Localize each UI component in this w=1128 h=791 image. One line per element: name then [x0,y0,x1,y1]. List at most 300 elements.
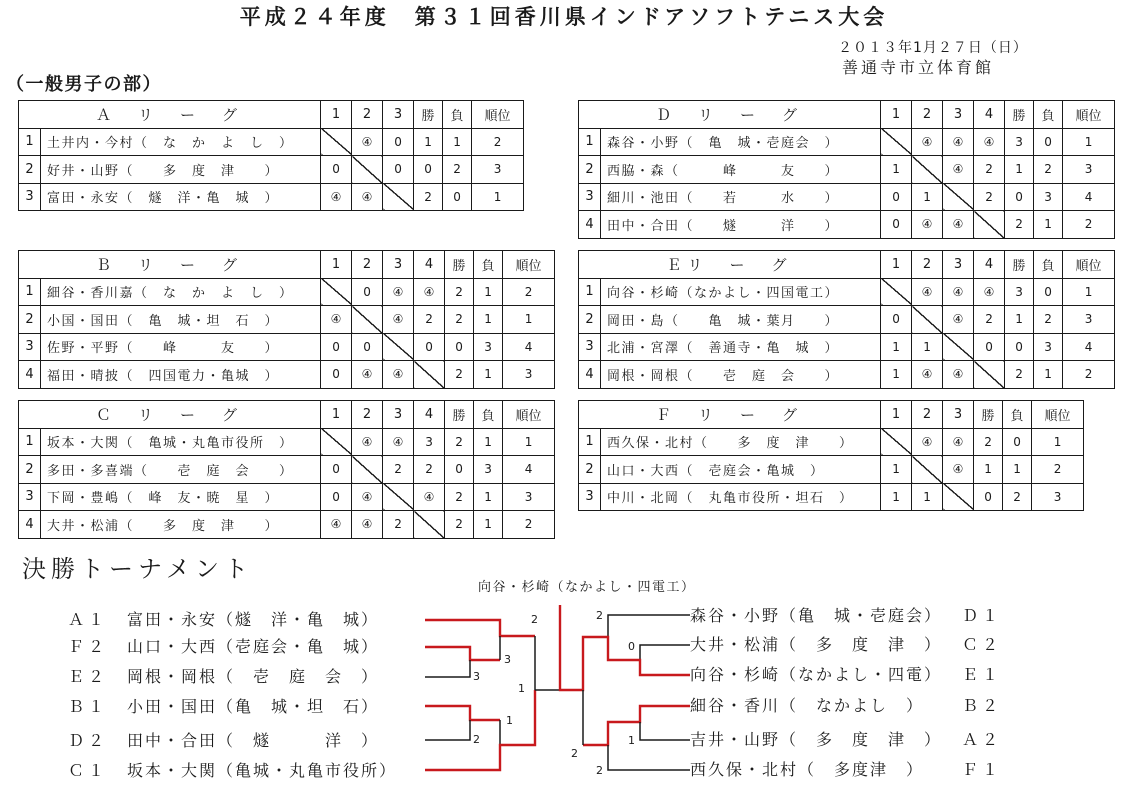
pair-name: 西久保・北村（ 多 度 津 ） [601,428,881,456]
diagonal-cell [321,428,352,456]
wins-cell: 0 [445,456,474,484]
opponent-col-header: 2 [912,401,943,429]
event-date: ２０１３年1月２７日（日） [838,40,1028,56]
entry-seed: Ｃ１ [68,761,109,780]
bracket-line-f1 [608,745,690,770]
losses-cell: 0 [443,183,472,211]
match-result-cell: ④ [414,483,445,511]
match-result-cell: 2 [383,456,414,484]
row-number: 1 [579,428,601,456]
entry-name: 田中・合田（ 燧 洋 ） [127,731,380,750]
match-result-cell: ④ [352,511,383,539]
diagonal-cell [321,278,352,306]
pair-name: 好井・山野（ 多 度 津 ） [41,156,321,184]
wins-header: 勝 [974,401,1003,429]
diagonal-cell [943,333,974,361]
rank-cell: 4 [1063,333,1115,361]
pair-name: 富田・永安（ 燧 洋・亀 城 ） [41,183,321,211]
match-result-cell: 3 [414,428,445,456]
match-score: 1 [518,682,525,695]
match-result-cell: ④ [974,128,1005,156]
bracket-line-a2 [640,722,690,740]
match-result-cell: ④ [383,278,414,306]
match-result-cell: 1 [881,456,912,484]
row-number: 2 [579,306,601,334]
match-result-cell: 2 [414,456,445,484]
league-row [19,483,555,511]
losses-header: 負 [1034,101,1063,129]
league-row [19,306,555,334]
league-a-table [18,100,524,211]
match-result-cell: 0 [321,156,352,184]
losses-cell: 2 [1003,483,1032,511]
opponent-col-header: 2 [352,251,383,279]
league-row [579,483,1084,511]
rank-cell: 3 [503,483,555,511]
league-b-table [18,250,555,389]
league-c-table [18,400,555,539]
opponent-col-header: 3 [383,251,414,279]
losses-cell: 1 [474,361,503,389]
league-row [579,428,1084,456]
match-result-cell: 2 [974,183,1005,211]
row-number: 3 [19,483,41,511]
opponent-col-header: 4 [974,101,1005,129]
row-number: 4 [19,361,41,389]
losses-cell: 3 [474,456,503,484]
match-result-cell: ④ [912,128,943,156]
league-row [19,278,555,306]
diagonal-cell [383,333,414,361]
row-number: 3 [19,333,41,361]
match-result-cell: 0 [352,278,383,306]
losses-cell: 0 [1034,128,1063,156]
match-result-cell: ④ [352,428,383,456]
match-result-cell: ④ [352,483,383,511]
diagonal-cell [943,183,974,211]
league-row [579,456,1084,484]
match-result-cell: ④ [974,278,1005,306]
wins-cell: 3 [1005,278,1034,306]
opponent-col-header: 3 [943,401,974,429]
match-result-cell: 0 [321,456,352,484]
entry-seed: Ａ１ [68,610,109,629]
match-result-cell: ④ [383,361,414,389]
rank-cell: 1 [503,428,555,456]
match-result-cell: ④ [912,428,943,456]
pair-name: 北浦・宮澤（ 善通寺・亀 城 ） [601,333,881,361]
wins-cell: 1 [414,128,443,156]
entry-name: 小田・国田（亀 城・坦 石） [127,697,380,716]
rank-header: 順位 [472,101,524,129]
losses-cell: 1 [1034,361,1063,389]
row-number: 2 [19,456,41,484]
diagonal-cell [943,483,974,511]
entry-seed: Ａ２ [962,730,1003,749]
bracket-line-b2 [583,706,690,745]
opponent-col-header: 3 [943,101,974,129]
pair-name: 細川・池田（ 若 水 ） [601,183,881,211]
match-result-cell: 2 [974,156,1005,184]
match-result-cell: ④ [943,211,974,239]
entry-seed: Ｂ１ [68,697,109,716]
entry-name: 細谷・香川（ なかよし ） [690,696,925,715]
match-result-cell: 0 [881,306,912,334]
league-header-row [19,251,555,279]
wins-cell: 2 [445,306,474,334]
losses-cell: 3 [1034,333,1063,361]
bracket-line-e2 [425,660,470,677]
match-result-cell: ④ [321,511,352,539]
match-result-cell: ④ [943,278,974,306]
pair-name: 多田・多喜端（ 壱 庭 会 ） [41,456,321,484]
losses-header: 負 [1034,251,1063,279]
row-number: 2 [579,156,601,184]
match-result-cell: ④ [414,278,445,306]
opponent-col-header: 1 [881,251,912,279]
diagonal-cell [912,456,943,484]
match-result-cell: ④ [943,128,974,156]
match-result-cell: 0 [974,333,1005,361]
rank-cell: 2 [472,128,524,156]
match-result-cell: 1 [881,156,912,184]
match-result-cell: 0 [321,483,352,511]
pair-name: 田中・合田（ 燧 洋 ） [601,211,881,239]
opponent-col-header: 1 [321,251,352,279]
diagonal-cell [321,128,352,156]
pair-name: 向谷・杉崎（なかよし・四国電工） [601,278,881,306]
league-row [19,456,555,484]
match-result-cell: 1 [881,361,912,389]
diagonal-cell [352,456,383,484]
opponent-col-header: 3 [383,101,414,129]
league-title: Ａ リ ー グ [19,101,321,129]
row-number: 3 [579,333,601,361]
diagonal-cell [414,511,445,539]
league-row [579,278,1115,306]
entry-seed: Ｅ２ [68,667,109,686]
wins-header: 勝 [1005,101,1034,129]
division-label: （一般男子の部） [6,74,162,95]
bracket-line-c2 [640,645,690,660]
league-row [579,306,1115,334]
match-score: 2 [596,609,603,622]
wins-header: 勝 [1005,251,1034,279]
entry-seed: Ｃ２ [962,635,1003,654]
entry-seed: Ｆ１ [962,760,1003,779]
opponent-col-header: 1 [321,401,352,429]
wins-cell: 2 [1005,361,1034,389]
wins-cell: 1 [1005,306,1034,334]
losses-cell: 1 [474,278,503,306]
bracket-line-a1 [425,620,535,636]
opponent-col-header: 2 [352,101,383,129]
match-result-cell: 0 [383,128,414,156]
document-title: 平成２４年度 第３１回香川県インドアソフトテニス大会 [239,5,889,29]
match-score: 3 [473,670,480,683]
league-header-row [579,251,1115,279]
diagonal-cell [352,306,383,334]
match-result-cell: ④ [321,183,352,211]
rank-cell: 2 [1063,361,1115,389]
row-number: 4 [19,511,41,539]
league-header-row [579,401,1084,429]
league-row [579,156,1115,184]
rank-cell: 1 [503,306,555,334]
rank-cell: 1 [1063,128,1115,156]
rank-cell: 1 [1032,428,1084,456]
league-row [579,183,1115,211]
losses-header: 負 [474,251,503,279]
entry-name: 森谷・小野（亀 城・壱庭会） [690,606,943,625]
rank-header: 順位 [1063,251,1115,279]
league-row [19,156,524,184]
pair-name: 森谷・小野（ 亀 城・壱庭会 ） [601,128,881,156]
opponent-col-header: 4 [974,251,1005,279]
match-result-cell: ④ [943,156,974,184]
league-row [19,183,524,211]
match-score: 2 [473,733,480,746]
entry-seed: Ｄ２ [68,731,109,750]
opponent-col-header: 3 [383,401,414,429]
match-result-cell: ④ [352,361,383,389]
opponent-col-header: 1 [881,101,912,129]
losses-cell: 1 [474,306,503,334]
losses-header: 負 [1003,401,1032,429]
row-number: 2 [19,156,41,184]
rank-cell: 4 [503,333,555,361]
rank-cell: 2 [503,278,555,306]
rank-cell: 4 [503,456,555,484]
diagonal-cell [974,211,1005,239]
match-result-cell: 0 [321,333,352,361]
match-result-cell: 1 [912,333,943,361]
league-title: Ｄ リ ー グ [579,101,881,129]
match-result-cell: 2 [974,306,1005,334]
entry-seed: Ｂ２ [962,696,1003,715]
pair-name: 山口・大西（ 壱庭会・亀城 ） [601,456,881,484]
diagonal-cell [383,483,414,511]
match-result-cell: 0 [414,333,445,361]
pair-name: 大井・松浦（ 多 度 津 ） [41,511,321,539]
wins-cell: 0 [445,333,474,361]
row-number: 1 [579,128,601,156]
row-number: 1 [19,128,41,156]
losses-cell: 2 [1034,306,1063,334]
bracket-line-d2 [425,720,470,740]
wins-cell: 2 [445,483,474,511]
pair-name: 佐野・平野（ 峰 友 ） [41,333,321,361]
league-d-table [578,100,1115,239]
league-row [19,361,555,389]
bracket-line-d1 [608,615,690,637]
losses-cell: 1 [474,483,503,511]
match-result-cell: ④ [352,128,383,156]
match-result-cell: 2 [383,511,414,539]
match-score: 1 [506,714,513,727]
match-score: 2 [531,613,538,626]
pair-name: 土井内・今村（ な か よ し ） [41,128,321,156]
match-score: 2 [596,764,603,777]
losses-cell: 1 [1003,456,1032,484]
league-row [19,333,555,361]
match-score: 0 [628,640,635,653]
champion-label: 向谷・杉崎（なかよし・四電工） [478,580,696,595]
match-result-cell: ④ [912,211,943,239]
wins-header: 勝 [414,101,443,129]
league-f-table [578,400,1084,511]
bracket-line-b1 [425,706,500,720]
wins-cell: 0 [1005,183,1034,211]
match-result-cell: ④ [912,278,943,306]
rank-cell: 2 [1063,211,1115,239]
rank-header: 順位 [1063,101,1115,129]
rank-header: 順位 [503,401,555,429]
entry-seed: Ｄ１ [962,606,1003,625]
row-number: 3 [579,483,601,511]
opponent-col-header: 4 [414,401,445,429]
match-result-cell: 0 [321,361,352,389]
match-result-cell: 1 [881,333,912,361]
losses-cell: 2 [443,156,472,184]
losses-cell: 1 [474,428,503,456]
entry-name: 大井・松浦（ 多 度 津 ） [690,635,943,654]
diagonal-cell [414,361,445,389]
diagonal-cell [974,361,1005,389]
league-row [19,428,555,456]
entry-name: 坂本・大関（亀城・丸亀市役所） [127,761,398,780]
losses-cell: 1 [443,128,472,156]
match-result-cell: 0 [352,333,383,361]
opponent-col-header: 2 [352,401,383,429]
wins-cell: 1 [1005,156,1034,184]
pair-name: 下岡・豊嶋（ 峰 友・暁 星 ） [41,483,321,511]
losses-cell: 0 [1003,428,1032,456]
row-number: 1 [19,428,41,456]
rank-cell: 3 [472,156,524,184]
wins-header: 勝 [445,251,474,279]
opponent-col-header: 1 [321,101,352,129]
diagonal-cell [881,278,912,306]
match-result-cell: 1 [912,183,943,211]
row-number: 2 [579,456,601,484]
tournament-heading: 決勝トーナメント [22,555,254,583]
match-score: 2 [571,747,578,760]
row-number: 3 [19,183,41,211]
opponent-col-header: 3 [943,251,974,279]
row-number: 1 [19,278,41,306]
wins-cell: 2 [445,511,474,539]
match-score: 3 [504,653,511,666]
wins-cell: 0 [1005,333,1034,361]
league-e-table [578,250,1115,389]
league-title: Ｂ リ ー グ [19,251,321,279]
wins-cell: 2 [414,183,443,211]
rank-cell: 2 [1032,456,1084,484]
rank-header: 順位 [1032,401,1084,429]
match-result-cell: ④ [912,361,943,389]
rank-cell: 4 [1063,183,1115,211]
row-number: 2 [19,306,41,334]
league-row [19,511,555,539]
wins-cell: 0 [414,156,443,184]
pair-name: 岡根・岡根（ 壱 庭 会 ） [601,361,881,389]
entry-name: 西久保・北村（ 多度津 ） [690,760,925,779]
rank-cell: 3 [1063,156,1115,184]
wins-cell: 2 [1005,211,1034,239]
league-row [19,128,524,156]
diagonal-cell [881,428,912,456]
bracket-line-e1-champion [560,605,690,690]
match-result-cell: ④ [943,306,974,334]
diagonal-cell [352,156,383,184]
diagonal-cell [912,156,943,184]
entry-seed: Ｆ２ [68,637,109,656]
row-number: 4 [579,361,601,389]
rank-cell: 3 [1063,306,1115,334]
losses-cell: 0 [1034,278,1063,306]
entry-name: 吉井・山野（ 多 度 津 ） [690,730,943,749]
wins-cell: 0 [974,483,1003,511]
losses-header: 負 [443,101,472,129]
match-result-cell: ④ [943,456,974,484]
losses-cell: 3 [474,333,503,361]
league-row [579,361,1115,389]
match-score: 1 [628,734,635,747]
entry-name: 向谷・杉崎（なかよし・四電） [690,665,943,684]
entry-name: 富田・永安（燧 洋・亀 城） [127,610,380,629]
entry-name: 岡根・岡根（ 壱 庭 会 ） [127,667,380,686]
league-row [579,333,1115,361]
bracket-line-c1 [425,690,535,770]
league-row [579,211,1115,239]
league-header-row [19,401,555,429]
row-number: 3 [579,183,601,211]
losses-cell: 2 [1034,156,1063,184]
match-result-cell: ④ [383,428,414,456]
wins-cell: 2 [445,278,474,306]
match-result-cell: ④ [352,183,383,211]
opponent-col-header: 1 [881,401,912,429]
event-venue: 善通寺市立体育館 [842,58,995,77]
diagonal-cell [383,183,414,211]
wins-cell: 2 [445,428,474,456]
opponent-col-header: 4 [414,251,445,279]
bracket-line-f2 [425,647,500,660]
match-result-cell: 2 [414,306,445,334]
wins-cell: 2 [974,428,1003,456]
pair-name: 中川・北岡（ 丸亀市役所・坦石 ） [601,483,881,511]
match-result-cell: ④ [943,428,974,456]
rank-cell: 3 [1032,483,1084,511]
pair-name: 岡田・島（ 亀 城・葉月 ） [601,306,881,334]
losses-cell: 1 [1034,211,1063,239]
losses-header: 負 [474,401,503,429]
match-result-cell: 1 [881,483,912,511]
diagonal-cell [881,128,912,156]
wins-cell: 3 [1005,128,1034,156]
opponent-col-header: 2 [912,101,943,129]
diagonal-cell [912,306,943,334]
match-result-cell: 0 [383,156,414,184]
wins-cell: 2 [445,361,474,389]
row-number: 1 [579,278,601,306]
league-header-row [579,101,1115,129]
entry-seed: Ｅ１ [962,665,1003,684]
losses-cell: 1 [474,511,503,539]
match-result-cell: 1 [912,483,943,511]
pair-name: 坂本・大関（ 亀城・丸亀市役所 ） [41,428,321,456]
